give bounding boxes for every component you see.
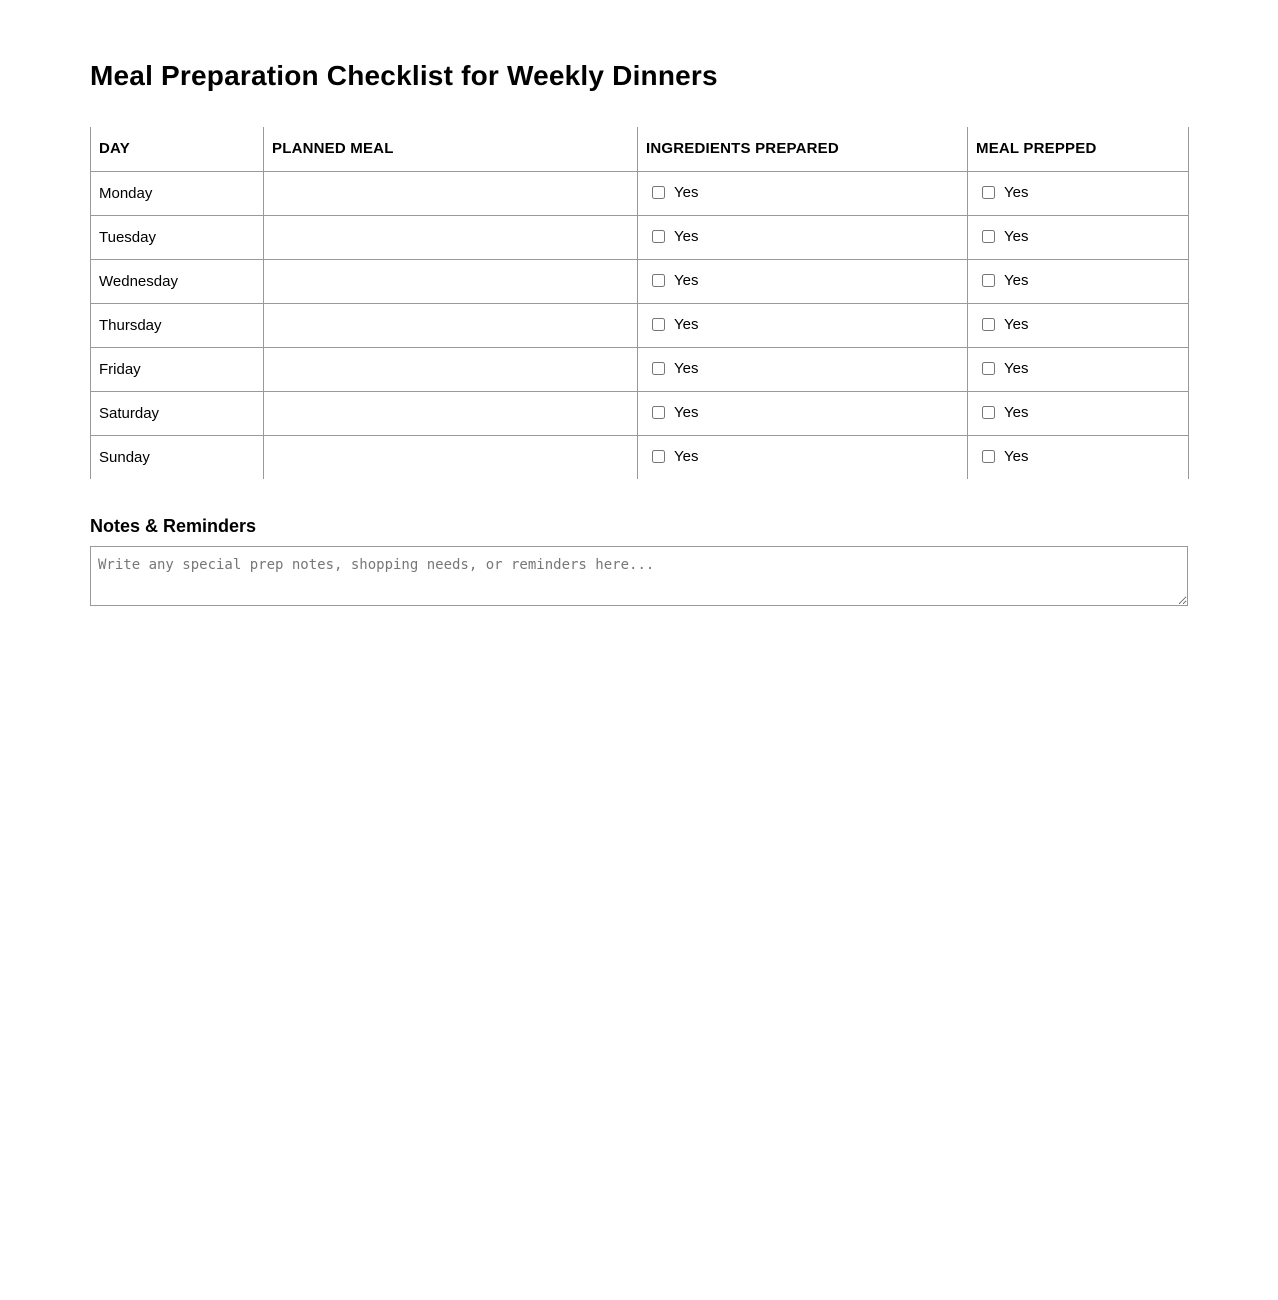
meal-table-header: [91, 127, 1189, 172]
table-row: [91, 347, 1189, 391]
meal-table: [90, 127, 1189, 479]
meal-prepped-checkbox[interactable]: [982, 362, 995, 375]
column-header-meal-prepped: MEAL PREPPED: [968, 127, 1189, 172]
table-row: [91, 215, 1189, 259]
meal-prepped-checkbox[interactable]: [982, 450, 995, 463]
meal-table-body: [91, 171, 1189, 479]
notes-textarea[interactable]: [90, 546, 1188, 606]
ingredients-prepared-toggle[interactable]: [652, 272, 698, 289]
checkbox-label: Yes: [674, 403, 699, 421]
header-row: [91, 127, 1189, 172]
ingredients-prepared-cell: [638, 171, 968, 215]
meal-prepped-toggle[interactable]: [982, 228, 1028, 245]
day-cell: Monday: [91, 171, 264, 215]
notes-heading: Notes & Reminders: [90, 515, 257, 536]
meal-prepped-checkbox[interactable]: [982, 274, 995, 287]
planned-meal-cell: [264, 303, 638, 347]
meal-prepped-cell: [968, 347, 1189, 391]
ingredients-prepared-toggle[interactable]: [652, 316, 698, 333]
page-title: Meal Preparation Checklist for Weekly Dinners: [90, 60, 718, 91]
column-header-ingredients-prepared: INGREDIENTS PREPARED: [638, 127, 968, 172]
ingredients-prepared-checkbox[interactable]: [652, 318, 665, 331]
meal-prepped-toggle[interactable]: [982, 272, 1028, 289]
table-row: [91, 435, 1189, 479]
meal-prepped-toggle[interactable]: [982, 316, 1028, 333]
checkbox-label: Yes: [1004, 227, 1029, 245]
table-row: [91, 171, 1189, 215]
meal-prepped-cell: [968, 435, 1189, 479]
day-cell: Saturday: [91, 391, 264, 435]
day-cell: Tuesday: [91, 215, 264, 259]
planned-meal-cell: [264, 171, 638, 215]
checkbox-label: Yes: [674, 359, 699, 377]
checkbox-label: Yes: [1004, 183, 1029, 201]
ingredients-prepared-cell: [638, 347, 968, 391]
meal-prepped-checkbox[interactable]: [982, 318, 995, 331]
ingredients-prepared-checkbox[interactable]: [652, 450, 665, 463]
meal-prepped-toggle[interactable]: [982, 404, 1028, 421]
checkbox-label: Yes: [674, 227, 699, 245]
meal-prepped-checkbox[interactable]: [982, 406, 995, 419]
ingredients-prepared-checkbox[interactable]: [652, 406, 665, 419]
meal-prepped-cell: [968, 391, 1189, 435]
ingredients-prepared-checkbox[interactable]: [652, 186, 665, 199]
ingredients-prepared-toggle[interactable]: [652, 404, 698, 421]
meal-prepped-checkbox[interactable]: [982, 186, 995, 199]
ingredients-prepared-cell: [638, 259, 968, 303]
checkbox-label: Yes: [674, 447, 699, 465]
planned-meal-cell: [264, 347, 638, 391]
checkbox-label: Yes: [674, 271, 699, 289]
meal-prepped-cell: [968, 171, 1189, 215]
planned-meal-cell: [264, 391, 638, 435]
ingredients-prepared-cell: [638, 391, 968, 435]
meal-prepped-checkbox[interactable]: [982, 230, 995, 243]
column-header-planned-meal: PLANNED MEAL: [264, 127, 638, 172]
ingredients-prepared-cell: [638, 303, 968, 347]
ingredients-prepared-cell: [638, 435, 968, 479]
day-cell: Wednesday: [91, 259, 264, 303]
meal-prepped-toggle[interactable]: [982, 360, 1028, 377]
meal-prepped-cell: [968, 215, 1189, 259]
meal-prepped-cell: [968, 259, 1189, 303]
ingredients-prepared-cell: [638, 215, 968, 259]
ingredients-prepared-toggle[interactable]: [652, 360, 698, 377]
checkbox-label: Yes: [674, 183, 699, 201]
planned-meal-cell: [264, 215, 638, 259]
meal-prep-page: [0, 0, 1278, 606]
ingredients-prepared-checkbox[interactable]: [652, 274, 665, 287]
table-row: [91, 303, 1189, 347]
ingredients-prepared-checkbox[interactable]: [652, 230, 665, 243]
planned-meal-cell: [264, 259, 638, 303]
planned-meal-cell: [264, 435, 638, 479]
column-header-day: DAY: [91, 127, 264, 172]
checkbox-label: Yes: [1004, 359, 1029, 377]
day-cell: Sunday: [91, 435, 264, 479]
checkbox-label: Yes: [1004, 447, 1029, 465]
checkbox-label: Yes: [1004, 271, 1029, 289]
checkbox-label: Yes: [1004, 403, 1029, 421]
ingredients-prepared-toggle[interactable]: [652, 228, 698, 245]
day-cell: Friday: [91, 347, 264, 391]
meal-prepped-toggle[interactable]: [982, 448, 1028, 465]
checkbox-label: Yes: [1004, 315, 1029, 333]
day-cell: Thursday: [91, 303, 264, 347]
table-row: [91, 259, 1189, 303]
checkbox-label: Yes: [674, 315, 699, 333]
ingredients-prepared-checkbox[interactable]: [652, 362, 665, 375]
ingredients-prepared-toggle[interactable]: [652, 448, 698, 465]
ingredients-prepared-toggle[interactable]: [652, 184, 698, 201]
meal-prepped-toggle[interactable]: [982, 184, 1028, 201]
table-row: [91, 391, 1189, 435]
meal-prepped-cell: [968, 303, 1189, 347]
